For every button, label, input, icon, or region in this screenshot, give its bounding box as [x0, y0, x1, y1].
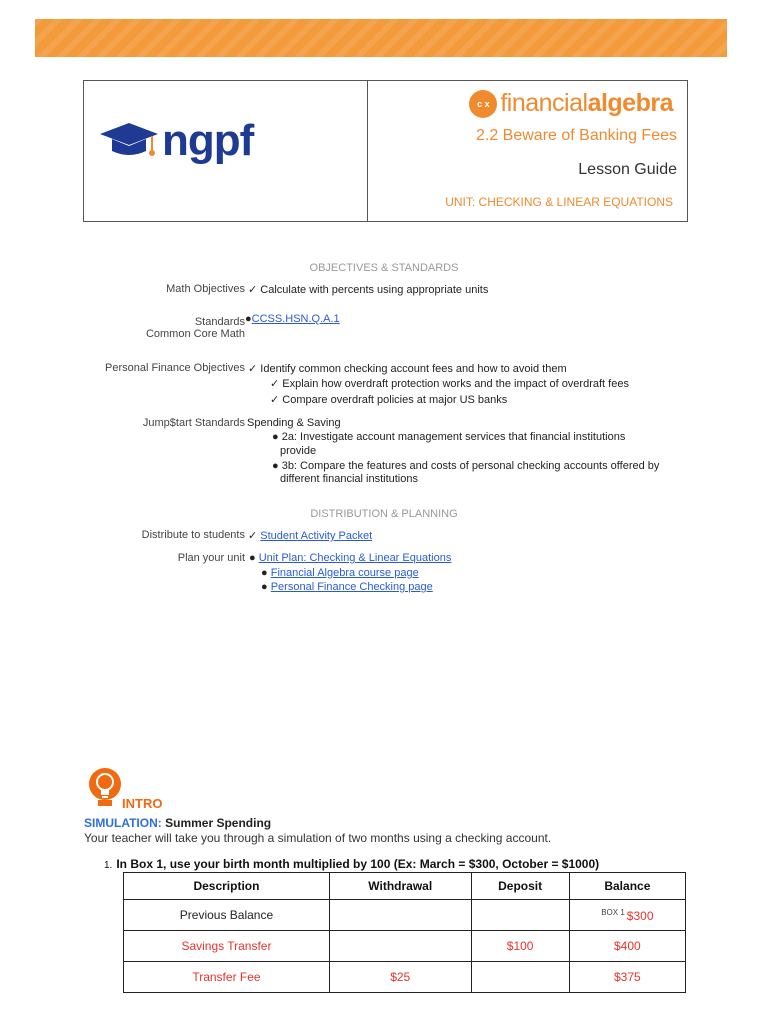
- lesson-guide-label: Lesson Guide: [578, 161, 677, 178]
- column-header-description: Description: [124, 873, 330, 900]
- distribute-item: [248, 529, 372, 542]
- lightbulb-icon: [88, 767, 122, 807]
- jumpstart-item: ● 2a: Investigate account management services that financial institutions: [272, 431, 626, 443]
- simulation-title: [84, 816, 271, 830]
- plan-unit-label: Plan your unit: [177, 552, 245, 564]
- unit-label: UNIT: CHECKING & LINEAR EQUATIONS: [445, 195, 673, 209]
- top-banner: [35, 19, 727, 57]
- cell-deposit[interactable]: [471, 962, 569, 993]
- math-objectives-label: Math Objectives: [166, 283, 245, 295]
- intro-heading: INTRO: [122, 796, 163, 811]
- student-activity-packet-link[interactable]: Student Activity Packet: [260, 530, 373, 542]
- objectives-heading: OBJECTIVES & STANDARDS: [309, 262, 459, 274]
- ccss-standard-link[interactable]: CCSS.HSN.Q.A.1: [251, 313, 340, 325]
- cell-description: Transfer Fee: [124, 962, 330, 993]
- table-header-row: [124, 873, 686, 900]
- header-right-cell: [368, 81, 687, 221]
- jumpstart-category: Spending & Saving: [247, 417, 341, 429]
- pf-objective-item: ✓ Compare overdraft policies at major US banks: [270, 394, 508, 406]
- checking-ledger-table: [123, 872, 686, 993]
- table-row: [124, 962, 686, 993]
- cell-deposit[interactable]: [471, 900, 569, 931]
- box-1-tag: BOX 1: [601, 907, 625, 917]
- standards-bullet: ●: [245, 313, 252, 325]
- financial-algebra-logo-text: financialalgebra: [500, 89, 673, 117]
- simulation-prefix: SIMULATION:: [84, 816, 162, 830]
- ngpf-logo: [100, 116, 254, 165]
- column-header-deposit: Deposit: [471, 873, 569, 900]
- question-text: In Box 1, use your birth month multiplied by 100 (Ex: March = $300, October = $1000): [116, 857, 600, 871]
- unit-plan-link[interactable]: Unit Plan: Checking & Linear Equations: [258, 552, 452, 564]
- financial-algebra-logo: [469, 89, 673, 118]
- plan-link-item: [249, 552, 451, 564]
- distribution-heading: DISTRIBUTION & PLANNING: [310, 508, 458, 520]
- plan-link-item: [261, 567, 419, 579]
- simulation-instructions: Your teacher will take you through a simulation of two months using a checking account.: [84, 831, 552, 845]
- cell-description: Savings Transfer: [124, 931, 330, 962]
- bullet-icon: ●: [249, 552, 256, 564]
- question-number: 1.: [104, 860, 113, 871]
- bullet-icon: ●: [261, 581, 268, 593]
- check-mark-icon: ✓: [248, 530, 258, 542]
- jumpstart-item: ● 3b: Compare the features and costs of personal checking accounts offered by: [272, 460, 660, 472]
- checking-page-link[interactable]: Personal Finance Checking page: [270, 581, 433, 593]
- cell-deposit[interactable]: $100: [471, 931, 569, 962]
- bullet-icon: ●: [261, 567, 268, 579]
- ngpf-logo-text: ngpf: [162, 116, 254, 165]
- lesson-header: [83, 80, 688, 222]
- table-row: [124, 900, 686, 931]
- calculator-icon: c x: [469, 90, 497, 118]
- jumpstart-item-continued: provide: [280, 445, 317, 457]
- personal-finance-objectives-label: Personal Finance Objectives: [104, 362, 245, 374]
- standards-sublabel: Common Core Math: [145, 328, 245, 340]
- standards-label: Standards: [194, 316, 245, 328]
- lesson-title: 2.2 Beware of Banking Fees: [475, 127, 677, 144]
- header-left-cell: [84, 81, 368, 221]
- column-header-withdrawal: Withdrawal: [329, 873, 471, 900]
- plan-link-item: [261, 581, 433, 593]
- cell-balance[interactable]: [569, 900, 685, 931]
- jumpstart-standards-label: Jump$tart Standards: [142, 417, 245, 429]
- simulation-name: Summer Spending: [165, 816, 272, 830]
- cell-withdrawal[interactable]: [329, 931, 471, 962]
- standards-item: [245, 313, 340, 325]
- cell-description: Previous Balance: [124, 900, 330, 931]
- math-objective-item: ✓ Calculate with percents using appropriate units: [248, 284, 489, 296]
- table-row: [124, 931, 686, 962]
- cell-withdrawal[interactable]: $25: [329, 962, 471, 993]
- pf-objective-item: ✓ Explain how overdraft protection works and the impact of overdraft fees: [270, 378, 629, 390]
- cell-balance[interactable]: $375: [569, 962, 685, 993]
- question-1: [104, 857, 599, 871]
- distribute-label: Distribute to students: [141, 529, 245, 541]
- graduation-cap-icon: [100, 121, 158, 161]
- pf-objective-item: ✓ Identify common checking account fees and how to avoid them: [248, 363, 567, 375]
- column-header-balance: Balance: [569, 873, 685, 900]
- jumpstart-item-continued: different financial institutions: [280, 473, 418, 485]
- cell-withdrawal[interactable]: [329, 900, 471, 931]
- course-page-link[interactable]: Financial Algebra course page: [270, 567, 419, 579]
- cell-balance[interactable]: $400: [569, 931, 685, 962]
- balance-value: $300: [626, 908, 654, 923]
